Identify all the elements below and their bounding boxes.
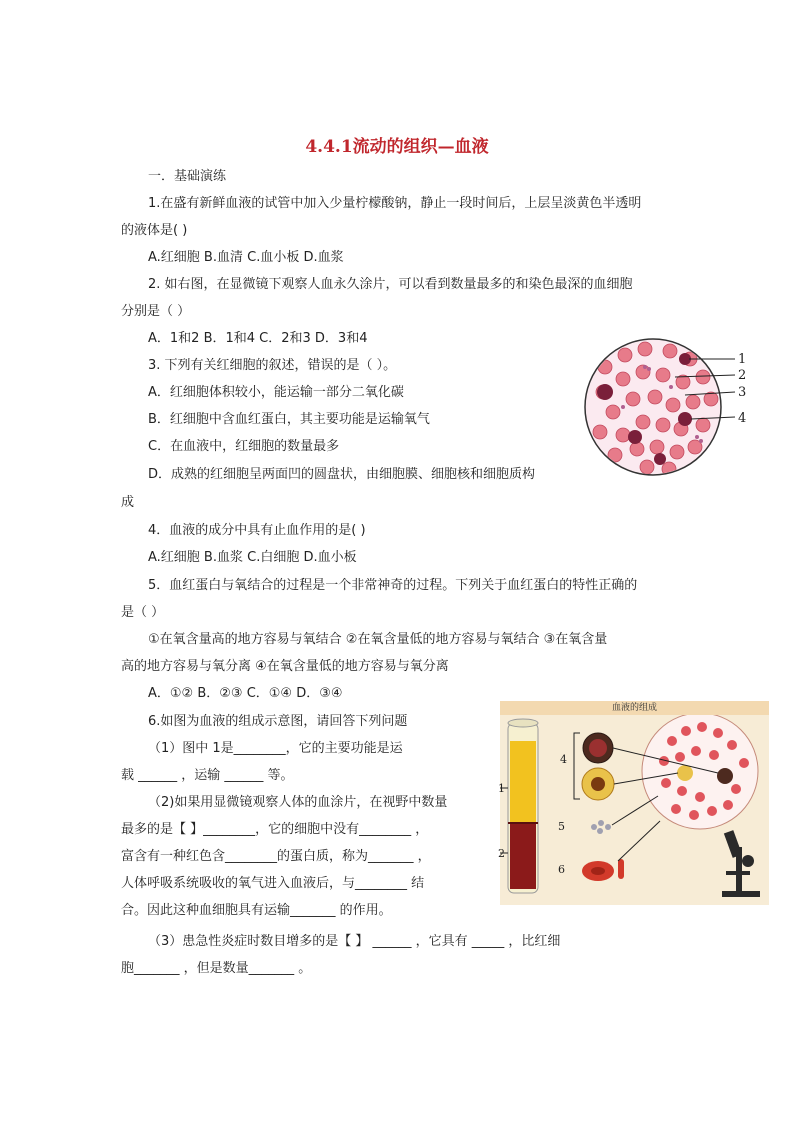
blood-smear-figure xyxy=(585,337,770,477)
question-3-stem: 3. 下列有关红细胞的叙述，错误的是（ ）。 xyxy=(148,358,397,373)
question-6-2-line-3: 富含有一种红色含________的蛋白质，称为_______ ， xyxy=(121,849,431,864)
question-3-option-a: A．红细胞体积较小，能运输一部分二氧化碳 xyxy=(148,385,404,400)
question-5-line-4: 高的地方容易与氧分离 ④在氧含量低的地方容易与氧分离 xyxy=(121,659,449,674)
question-6-1-line-2: 载 ______ ，运输 ______ 等。 xyxy=(121,768,294,783)
fig1-label-1: 1 xyxy=(738,352,747,367)
question-6-3-line-2: 胞_______ ，但是数量_______ 。 xyxy=(121,961,312,976)
fig2-label-1: 1 xyxy=(498,782,505,795)
question-5-line-3: ①在氧含量高的地方容易与氧结合 ②在氧含量低的地方容易与氧结合 ③在氧含量 xyxy=(148,632,608,647)
fig2-header: 血液的组成 xyxy=(500,701,769,715)
fig2-label-4: 4 xyxy=(560,753,567,766)
question-5-line-1: 5．血红蛋白与氧结合的过程是一个非常神奇的过程。下列关于血红蛋白的特性正确的 xyxy=(148,578,638,593)
question-6-2-line-5: 合。因此这种血细胞具有运输_______ 的作用。 xyxy=(121,903,392,918)
question-4-stem: 4．血液的成分中具有止血作用的是( ) xyxy=(148,523,366,538)
fig1-label-2: 2 xyxy=(738,368,747,383)
fig1-label-3: 3 xyxy=(738,385,747,400)
question-1-line-1: 1.在盛有新鲜血液的试管中加入少量柠檬酸钠，静止一段时间后，上层呈淡黄色半透明 xyxy=(148,196,642,211)
question-6-2-line-4: 人体呼吸系统吸收的氧气进入血液后，与________ 结 xyxy=(121,876,425,891)
fig2-label-5: 5 xyxy=(558,820,565,833)
question-5-options: A．①② B．②③ C．①④ D．③④ xyxy=(148,686,343,701)
question-6-2-line-2: 最多的是【 】________，它的细胞中没有________ ， xyxy=(121,822,429,837)
question-6-stem: 6.如图为血液的组成示意图，请回答下列问题 xyxy=(148,714,408,729)
section-heading: 一．基础演练 xyxy=(148,169,227,184)
question-3-option-c: C．在血液中，红细胞的数量最多 xyxy=(148,439,340,454)
blood-composition-figure xyxy=(500,701,769,905)
question-2-line-1: 2. 如右图，在显微镜下观察人血永久涂片，可以看到数量最多的和染色最深的血细胞 xyxy=(148,277,633,292)
question-6-1-line-1: （1）图中 1是________，它的主要功能是运 xyxy=(148,741,403,756)
question-5-line-2: 是（ ） xyxy=(121,605,165,620)
question-3-option-d-cont: 成 xyxy=(121,495,135,510)
question-3-option-d: D．成熟的红细胞呈两面凹的圆盘状，由细胞膜、细胞核和细胞质构 xyxy=(148,467,536,482)
fig2-label-6: 6 xyxy=(558,863,565,876)
question-3-option-b: B．红细胞中含血红蛋白，其主要功能是运输氧气 xyxy=(148,412,430,427)
question-2-options: A．1和2 B．1和4 C．2和3 D．3和4 xyxy=(148,331,368,346)
question-6-2-line-1: （2)如果用显微镜观察人体的血涂片，在视野中数量 xyxy=(148,795,448,810)
question-1-line-2: 的液体是( ) xyxy=(121,223,188,238)
question-6-3-line-1: （3）患急性炎症时数目增多的是【 】 ______ ，它具有 _____ ，比红细 xyxy=(148,934,561,949)
page-title: 4.4.1流动的组织—血液 xyxy=(305,137,489,157)
fig2-label-2: 2 xyxy=(498,847,505,860)
question-2-line-2: 分别是（ ） xyxy=(121,304,191,319)
question-4-options: A.红细胞 B.血浆 C.白细胞 D.血小板 xyxy=(148,550,357,565)
question-1-options: A.红细胞 B.血清 C.血小板 D.血浆 xyxy=(148,250,344,265)
fig1-label-4: 4 xyxy=(738,411,747,426)
